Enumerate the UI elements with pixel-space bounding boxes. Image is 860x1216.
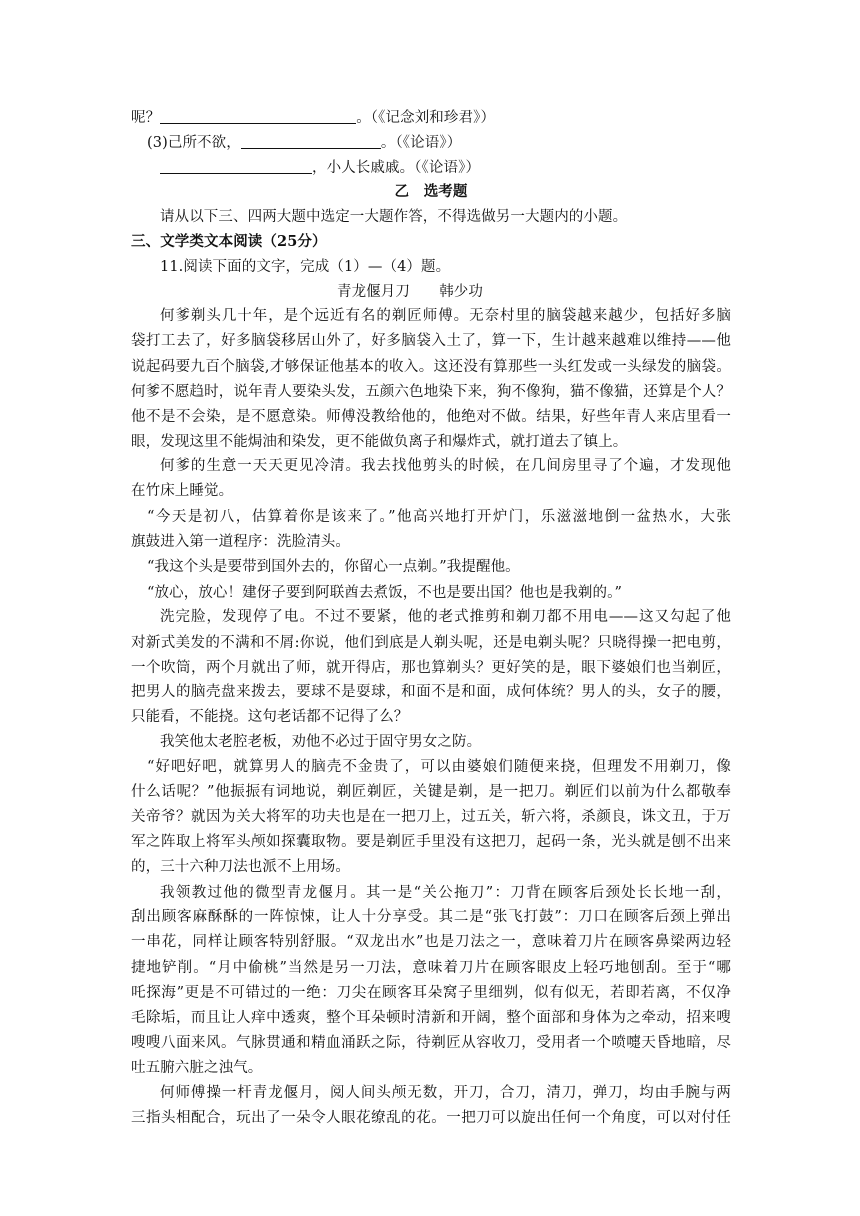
- body-line: 何师傅操一杆青龙偃月，阅人间头颅无数，开刀，合刀，清刀，弹刀，均由手腕与两: [160, 1085, 731, 1101]
- body-line: 刮出顾客麻酥酥的一阵惊悚，让人十分享受。其二是“张飞打鼓”：刀口在顾客后颈上弹出: [131, 909, 731, 925]
- body-line: 何爹不愿趋时，说年青人要染头发，五颜六色地染下来，狗不像狗，猫不像猫，还算是个人？: [131, 384, 731, 400]
- body-line: 何爹剃头几十年，是个远近有名的剃匠师傅。无奈村里的脑袋越来越少，包括好多脑: [160, 308, 731, 324]
- fill-line-2: [147, 132, 731, 154]
- body-line: 只能看，不能挠。这句老话都不记得了么？: [131, 709, 409, 725]
- story-title: 青龙偃月刀 韩少功: [337, 284, 483, 300]
- fill-line-1: [131, 107, 731, 129]
- body-line: 什么话呢？”他振振有词地说，剃匠剃匠，关键是剃，是一把刀。剃匠们以前为什么都敬奉: [131, 784, 731, 800]
- body-line: 我笑他太老腔老板，劝他不必过于固守男女之防。: [160, 734, 482, 750]
- body-line: 把男人的脑壳盘来拨去，要球不是耍球，和面不是和面，成何体统？男人的头，女子的腰，: [131, 684, 731, 700]
- body-line: 三指头相配合，玩出了一朵令人眼花缭乱的花。一把刀可以旋出任何一个角度，可以对付任: [131, 1110, 731, 1126]
- body-line: “好吧好吧，就算男人的脑壳不金贵了，可以由婆娘们随便来挠，但理发不用剃刀，像: [147, 759, 731, 775]
- body-line: 军之阵取上将军头颅如探囊取物。要是剃匠手里没有这把刀，起码一条，光头就是刨不出来: [131, 834, 731, 850]
- body-line: “我这个头是要带到国外去的，你留心一点剃。”我提醒他。: [147, 559, 520, 575]
- fill-line-1-suffix: 。（《记念刘和珍君》）: [356, 110, 496, 126]
- answer-blank: [160, 107, 356, 124]
- body-line: 嗖嗖八面来风。气脉贯通和精血涌跃之际，待剃匠从容收刀，受用者一个喷嚏天昏地暗，尽: [131, 1035, 731, 1051]
- body-line: 我领教过他的微型青龙偃月。其一是“关公拖刀”：刀背在顾客后颈处长长地一刮，: [160, 885, 731, 901]
- section-heading-three: 三、文学类文本阅读（25分）: [131, 233, 327, 250]
- body-line: 一串花，同样让顾客特别舒服。“双龙出水”也是刀法之一，意味着刀片在顾客鼻梁两边轻: [131, 934, 731, 950]
- body-line: 捷地铲削。“月中偷桃”当然是另一刀法，意味着刀片在顾客眼皮上轻巧地刨刮。至于“哪: [131, 960, 731, 976]
- instruction-text: 请从以下三、四两大题中选定一大题作答，不得选做另一大题内的小题。: [160, 209, 628, 225]
- body-line: 对新式美发的不满和不屑:你说，他们到底是人剃头呢，还是电剃头呢？只晓得操一把电剪，: [131, 635, 731, 651]
- body-line: “放心，放心！建伢子要到阿联酋去煮饭，不也是要出国？他也是我剃的。”: [147, 585, 622, 601]
- body-line: 眼，发现这里不能焗油和染发，更不能做负离子和爆炸式，就打道去了镇上。: [131, 434, 628, 450]
- fill-line-2-prefix: (3)己所不欲，: [147, 135, 241, 151]
- body-line: 的，三十六种刀法也派不上用场。: [131, 859, 350, 875]
- body-line: 关帝爷？就因为关大将军的功夫也是在一把刀上，过五关，斩六将，杀颜良，诛文丑，于万: [131, 809, 731, 825]
- fill-line-1-prefix: 呢？: [131, 110, 161, 126]
- body-line: 一个吹筒，两个月就出了师，就开得店，那也算剃头？更好笑的是，眼下婆娘们也当剃匠，: [131, 660, 731, 676]
- body-line: 说起码要九百个脑袋,才够保证他基本的收入。这还没有算那些一头红发或一头绿发的脑袋。: [131, 359, 731, 375]
- section-heading-yi: 乙 选考题: [394, 183, 468, 200]
- body-line: 他不是不会染，是不愿意染。师傅没教给他的，他绝对不做。结果，好些年青人来店里看一: [131, 409, 731, 425]
- body-line: 吒探海”更是不可错过的一绝：刀尖在顾客耳朵窝子里细刿，似有似无，若即若离，不仅净: [131, 985, 731, 1001]
- body-line: 毛除垢，而且让人痒中透爽，整个耳朵顿时清新和开阔，整个面部和身体为之牵动，招来嗖: [131, 1010, 731, 1026]
- answer-blank: [160, 157, 312, 174]
- body-line: 袋打工去了，好多脑袋移居山外了，好多脑袋入土了，算一下，生计越来越难以维持——他: [131, 333, 731, 349]
- body-line: “今天是初八，估算着你是该来了。”他高兴地打开炉门，乐滋滋地倒一盆热水，大张: [147, 509, 731, 525]
- answer-blank: [241, 132, 381, 149]
- body-line: 洗完脸，发现停了电。不过不要紧，他的老式推剪和剃刀都不用电——这又勾起了他: [160, 609, 731, 625]
- fill-line-3-suffix: ，小人长戚戚。（《论语》）: [312, 160, 481, 176]
- fill-line-2-suffix: 。（《论语》）: [380, 135, 462, 151]
- body-line: 吐五腑六脏之浊气。: [131, 1060, 263, 1076]
- body-line: 旗鼓进入第一道程序：洗脸清头。: [131, 534, 350, 550]
- question-prompt: 11.阅读下面的文字，完成（1）—（4）题。: [160, 259, 451, 275]
- fill-line-3: [160, 157, 744, 179]
- body-line: 在竹床上睡觉。: [131, 483, 234, 499]
- body-line: 何爹的生意一天天更见冷清。我去找他剪头的时候，在几间房里寻了个遍，才发现他: [160, 458, 731, 474]
